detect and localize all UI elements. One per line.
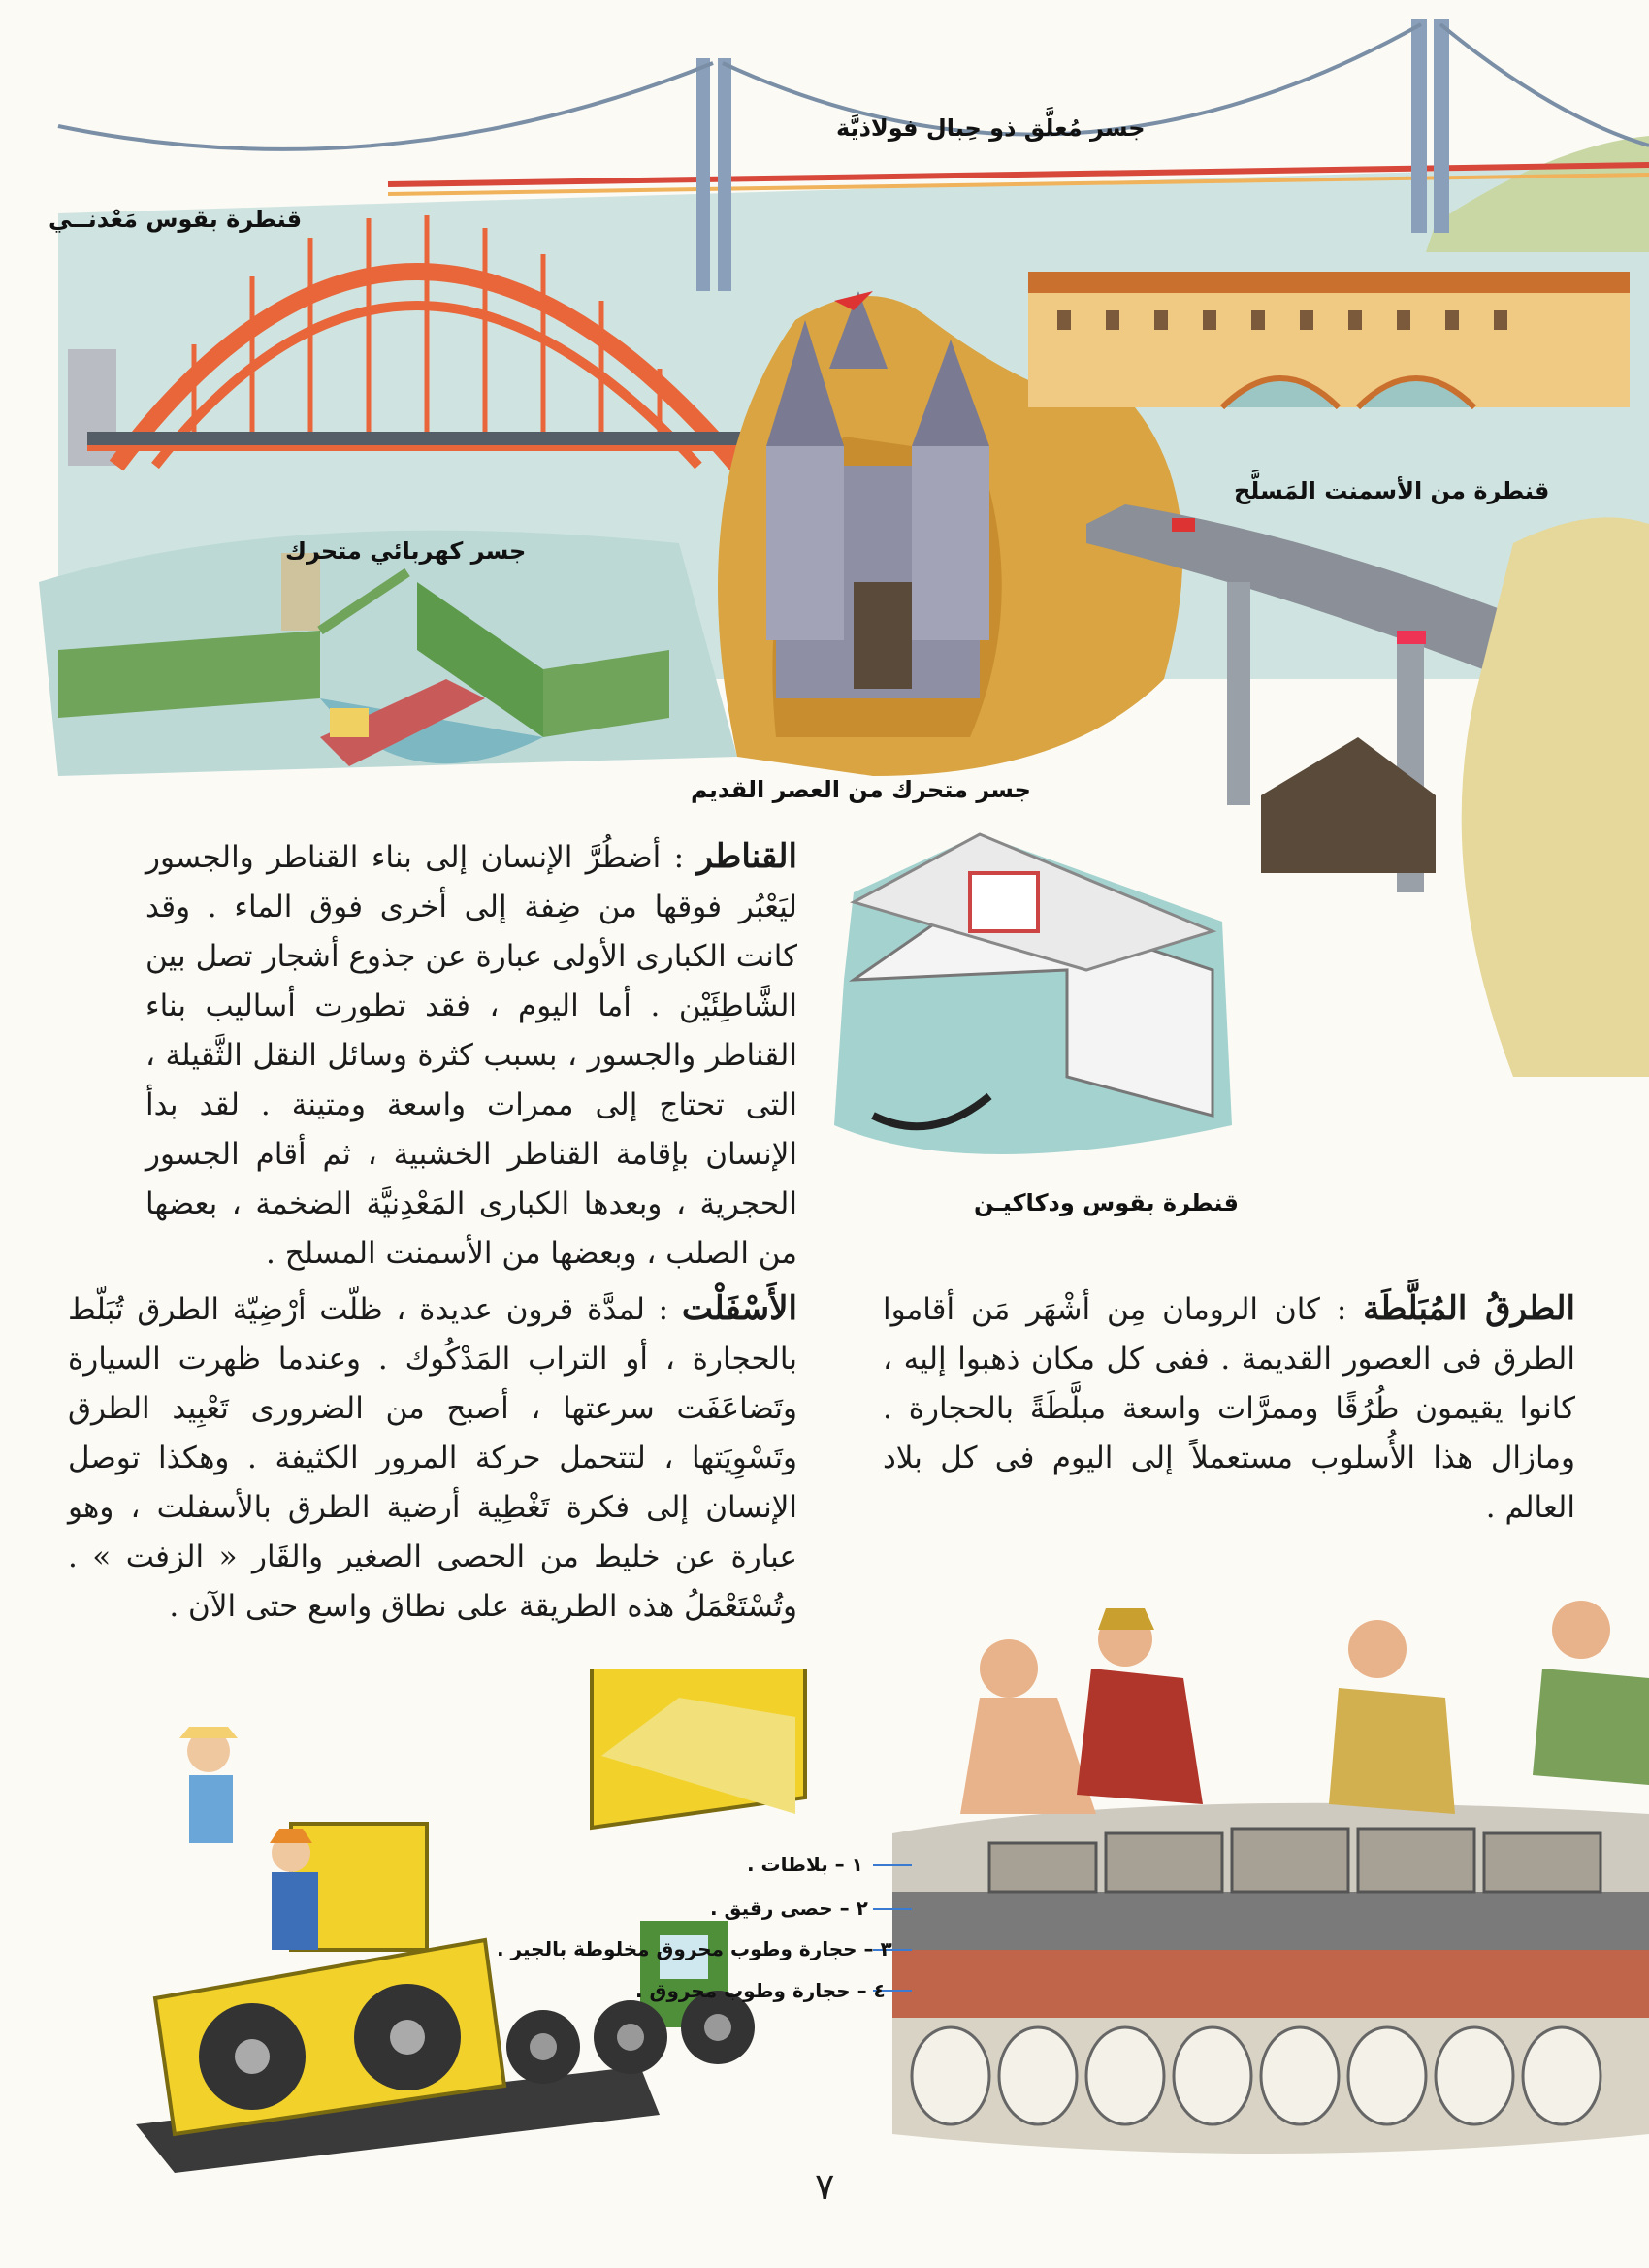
bridges-text: : أضطُرَّ الإنسان إلى بناء القناطر والجسور ليَعْبُر فوقها من ضِفة إلى أخرى فوق الماء . وقد كانت الكبارى الأولى عبارة عن جذوع أشجار تصل بين الشَّاطِئَيْن . أما اليوم ، فقد تطورت أساليب بناء القناطر والجسور ، بسبب كثرة وسائل النقل الثَّقيلة ، التى تحتاج إلى ممرات واسعة ومتينة . لقد بدأ الإنسان بإقامة القناطر الخشبية ، ثم أقام الجسور الحجرية ، وبعدها الكبارى المَعْدِنيَّة الضخمة ، بعضها من الصلب ، وبعضها من الأسمنت المسلح . — [146, 840, 797, 1271]
asphalt-paragraph — [68, 1284, 797, 1632]
legend-fine-gravel: ٢ – حصى رقيق . — [710, 1896, 868, 1920]
asphalt-text: : لمدَّة قرون عديدة ، ظلّت أرْضِيّة الطرق تُبَلّط بالحجارة ، أو التراب المَدْكُوك . وعندما ظهرت السيارة وتَضاعَفَت سرعتها ، أصبح من الضرورى تَعْبِيد الطرق وتَسْوِيَتها ، لتتحمل حركة المرور الكثيفة . وهكذا توصل الإنسان إلى فكرة تَغْطِية أرضية الطرق بالأسفلت ، وهو عبارة عن خليط من الحصى الصغير والقَار « الزفت » . وتُسْتَعْمَلُ هذه الطريقة على نطاق واسع حتى الآن . — [68, 1292, 797, 1624]
legend-stone-brick-lime: ٣ – حجارة وطوب محروق مخلوطة بالجير . — [497, 1937, 892, 1960]
legend-slabs: ١ – بلاطات . — [747, 1853, 863, 1876]
legend-stone-brick: ٤ – حجارة وطوب محروق . — [635, 1979, 886, 2002]
roman-road-illustration — [873, 1591, 1649, 2231]
paved-roads-text: : كان الرومان مِن أشْهَر مَن أقاموا الطرق فى العصور القديمة . ففى كل مكان ذهبوا إليه ، كانوا يقيمون طُرُقًا وممرَّات واسعة مبلَّطَةً بالحجارة . ومازال هذا الأُسلوب مستعملاً إلى اليوم فى كل بلاد العالم . — [883, 1292, 1575, 1525]
layer-brick-lime — [892, 1950, 1649, 2018]
bridges-heading: القناطر — [696, 837, 797, 876]
shops-bridge — [1028, 272, 1630, 407]
layer-gravel — [892, 1892, 1649, 1950]
caption-metal-arch-bridge: قنطرة بقوس مَعْدنــي — [48, 206, 303, 233]
paved-roads-paragraph — [883, 1284, 1575, 1533]
paved-roads-heading: الطرقُ المُبَلَّطَة — [1363, 1289, 1575, 1328]
caption-ancient-movable-bridge: جسر متحرك من العصر القديم — [691, 776, 1031, 803]
asphalt-heading: الأَسْفَلْت — [681, 1289, 797, 1328]
caption-suspension-bridge: جسر مُعلَّق ذو حِبال فولاذيَّة — [836, 114, 1146, 142]
page-number: ٧ — [815, 2165, 835, 2208]
caption-reinforced-concrete-bridge: قنطرة من الأسمنت المَسلَّح — [1234, 477, 1550, 504]
asphalt-paver-illustration — [136, 1669, 873, 2173]
caption-electric-movable-bridge: جسر كهربائي متحرك — [285, 537, 527, 565]
bridges-paragraph — [146, 832, 797, 1279]
caption-arch-shops-bridge: قنطرة بقوس ودكاكيـن — [974, 1189, 1239, 1216]
